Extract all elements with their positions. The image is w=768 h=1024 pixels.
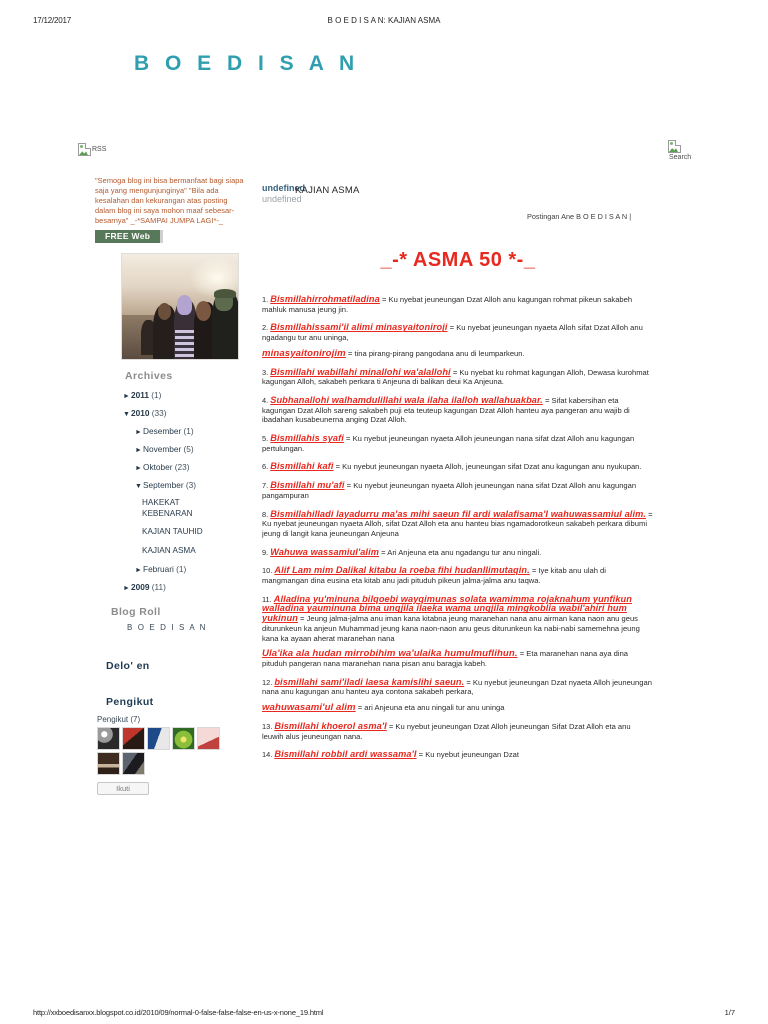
asma-item-arabic: Bismillahi mu'afi	[270, 480, 345, 491]
avatar[interactable]	[147, 727, 170, 750]
print-date: 17/12/2017	[33, 16, 72, 25]
asma-item	[262, 750, 654, 760]
undefined-bold-text: undefined	[262, 183, 305, 193]
asma-item-arabic: Bismillahi kafi	[270, 461, 334, 472]
archive-count: (5)	[183, 444, 194, 455]
archive-label[interactable]: Oktober	[143, 462, 173, 473]
archive-count: (1)	[151, 390, 162, 401]
asma-item-translation: = Ku nyebut jeuneungan Dzat nyaeta Alloh jeuneungan nana anu kagungan anu hanteu aya contona sakabeh perkara,	[262, 677, 652, 697]
asma-item-arabic: Subhanallohi walhamdulillahi wala ilaha ilalloh wallahuakbar.	[270, 394, 543, 405]
asma-item	[262, 566, 654, 585]
asma-item-number: 6.	[262, 462, 271, 472]
asma-item-translation: = Ku nyebut jeuneungan Dzat Alloh jeuneungan Sifat Dzat Alloh eta anu leuwih alus jeuneungan nana.	[262, 721, 631, 741]
archive-count: (11)	[151, 582, 166, 593]
asma-item	[262, 368, 654, 387]
asma-item-translation: = tina pirang-pirang pangodana anu di leumparkeun.	[345, 348, 525, 358]
archive-label[interactable]: November	[143, 444, 182, 455]
archive-label[interactable]: 2010	[131, 408, 150, 419]
archive-month-oktober[interactable]	[95, 462, 255, 472]
print-title: B O E D I S A N: KAJIAN ASMA	[327, 16, 441, 25]
asma-list	[262, 295, 654, 760]
asma-item-translation: = Ku nyebat jeuneungan nyaeta Alloh sifat Dzat Alloh anu ngadangu tur anu uninga,	[262, 323, 643, 343]
asma-item-arabic: minasyaitonirojim	[262, 347, 346, 359]
asma-item-number: 12.	[262, 677, 275, 687]
follow-button[interactable]: Ikuti	[97, 782, 149, 795]
asma-item-arabic: bismillahi sami'iladi laesa kamislihi saeun.	[274, 676, 465, 687]
main-content	[262, 183, 654, 769]
asma-item-translation: = Sifat kabersihan eta kagungan Dzat Alloh sareng sakabeh puji eta teuteup kagungan Dzat Alloh hanteu aya pangeran anu wajib di ibadahan kusabeunerna anging Dzat Alloh.	[262, 395, 630, 425]
asma-item-arabic: Wahuwa wassamiul'alim	[270, 546, 380, 557]
free-web-badge[interactable]: FREE Web	[95, 230, 163, 243]
sidebar	[95, 176, 255, 795]
avatar[interactable]	[197, 727, 220, 750]
archive-count: (33)	[151, 408, 167, 419]
chevron-right-icon[interactable]: ►	[135, 465, 142, 473]
archive-month-desember[interactable]	[95, 426, 255, 436]
asma-item-translation: = Ari Anjeuna eta anu ngadangu tur anu ningali.	[379, 547, 542, 557]
asma-item	[262, 722, 654, 741]
asma-item-translation: = Eta maranehan nana aya dina pituduh pangeran nana maranehan nana pisan anu baragja kabeh.	[262, 649, 629, 668]
asma-item	[262, 396, 654, 425]
asma-item	[262, 481, 654, 500]
archive-post-link[interactable]: KAJIAN ASMA	[142, 545, 196, 555]
asma-item-arabic: Bismillahilladi layadurru ma'as mihi saeun fil ardi walafisama'I wahuwassamiul alim.	[270, 508, 647, 519]
asma-item-number: 7.	[262, 481, 271, 491]
archive-post-link[interactable]: KAJIAN TAUHID	[142, 527, 203, 537]
asma-item	[262, 678, 654, 697]
chevron-right-icon[interactable]: ►	[123, 585, 130, 593]
asma-item-arabic: Alif Lam mim Dalikal kitabu la roeba fihi hudanllimutaqin.	[274, 565, 530, 576]
asma-item-translation: = Iye kitab anu ulah di mangmangan dina eusina eta kitab anu jadi pituduh pikeun jalma-jalma anu taqwa.	[262, 566, 606, 586]
asma-item	[262, 434, 654, 453]
blogroll-link-boedisan[interactable]: B O E D I S A N	[127, 623, 208, 633]
asma-item-arabic: Bismillahi wabillahi minallohi wa'alallohi	[270, 366, 451, 377]
asma-item-translation: = Ku nyebat jeuneungan nyaeta Alloh, sifat Dzat Alloh eta anu hanteu bias ngamadorotkeun sakabeh perkara dibumi jeung di langit kana jeuneungan Anjeuna	[262, 509, 653, 538]
asma-item	[262, 462, 654, 472]
asma-item-translation: = Ku nyebat jeuneungan Dzat Alloh anu kagungan rohmat pikeun sakabeh mahluk manusa jeung jin.	[262, 295, 633, 314]
archive-year-2011[interactable]	[95, 390, 255, 400]
avatar[interactable]	[97, 752, 120, 775]
archive-count: (3)	[185, 480, 196, 491]
asma-item-translation: = Jeung jalma-jalma anu iman kana kitabna jeung maranehan nana anu airman kana naon anu geus diturunkeun ka anjeun Muhammad jeung kana naon-naon anu geus diturunkeun ka nabi-nabi samemehna jeung kana ka ayaan aherat maranehan nana	[262, 614, 640, 643]
broken-image-icon	[668, 140, 681, 153]
undefined-light-text: undefined	[262, 193, 302, 204]
asma-item-number: 10.	[262, 566, 275, 576]
search-link[interactable]	[668, 140, 698, 162]
sidebar-quote: "Semoga blog ini bisa bermanfaat bagi siapa saja yang mengunjunginya" "Bila ada kesalahan dan kekurangan atas posting dalam blog ini saya mohon maaf sebesar-besarnya" _-*SAMPAI JUMPA LAGI*-_	[95, 176, 244, 226]
chevron-right-icon[interactable]: ►	[135, 567, 142, 575]
post-meta-row	[262, 183, 654, 229]
archive-post-link[interactable]: HAKEKAT KEBENARAN	[142, 498, 193, 518]
footer-page-number: 1/7	[724, 1008, 735, 1017]
chevron-right-icon[interactable]: ►	[135, 429, 142, 437]
archive-year-2010[interactable]	[95, 408, 255, 418]
asma-item-arabic: Bismillahi robbil ardi wassama'I	[274, 749, 417, 760]
avatar[interactable]	[97, 727, 120, 750]
archive-month-september[interactable]	[95, 480, 255, 490]
archive-label[interactable]: Desember	[143, 426, 182, 437]
pengikut-heading: Pengikut	[106, 696, 154, 709]
asma-item	[262, 649, 654, 668]
avatar[interactable]	[122, 752, 145, 775]
asma-item-number: 8.	[262, 509, 271, 519]
asma-item	[262, 595, 654, 644]
asma-item-arabic: Alladina yu'minuna bilqoebi wayqimunas solata wamimma rojaknahum yunfikun walladina yauminuna bima unqjila ilaeka wama unqjila mingkoblia wabil'ahiri hum yukinun	[262, 593, 632, 624]
broken-image-icon	[78, 143, 91, 156]
pengikut-count: Pengikut (7)	[97, 715, 141, 725]
chevron-down-icon[interactable]: ▼	[123, 411, 130, 419]
asma-item-number: 13.	[262, 721, 275, 731]
archive-count: (1)	[176, 564, 187, 575]
postingan-byline: Postingan Ane B O E D I S A N |	[527, 212, 632, 221]
asma-item-number: 4.	[262, 395, 271, 405]
archive-month-februari[interactable]	[95, 564, 255, 574]
avatar[interactable]	[122, 727, 145, 750]
avatar[interactable]	[172, 727, 195, 750]
chevron-right-icon[interactable]: ►	[135, 447, 142, 455]
asma-item-translation: = ari Anjeuna eta anu ningali tur anu uninga	[355, 703, 505, 713]
archives-tree	[95, 390, 255, 592]
rss-link[interactable]	[78, 141, 106, 159]
follower-avatars	[95, 727, 225, 777]
asma-item-translation: = Ku nyebut jeuneungan nyaeta Alloh, jeuneungan sifat Dzat anu kagungan anu nyukupan.	[333, 462, 642, 472]
archive-label[interactable]: 2011	[131, 390, 149, 401]
archive-month-november[interactable]	[95, 444, 255, 454]
archive-year-2009[interactable]	[95, 582, 255, 592]
asma-item	[262, 295, 654, 314]
blogroll-heading: Blog Roll	[111, 606, 161, 619]
asma-item-translation: = Ku nyebut jeuneungan nyaeta Alloh jeuneungan nana sifat Dzat Alloh anu kagungan pangampuran	[262, 481, 637, 500]
asma-item-number: 9.	[262, 547, 271, 557]
footer-url: http://xxboedisanxx.blogspot.co.id/2010/09/normal-0-false-false-false-en-us-x-none_19.html	[33, 1008, 324, 1017]
asma-item-arabic: Bismillahis syafi	[270, 433, 344, 444]
asma-item-number: 1.	[262, 295, 271, 304]
chevron-right-icon[interactable]: ►	[123, 393, 130, 401]
asma-item-translation: = Ku nyebut jeuneungan Dzat	[416, 750, 519, 760]
archive-label[interactable]: September	[143, 480, 184, 491]
rss-alt-text: RSS	[92, 146, 107, 154]
archive-count: (23)	[174, 462, 190, 473]
asma-item-arabic: Bismillahi khoerol asma'I	[274, 720, 387, 731]
asma-item-arabic: Bismillahirrohmatiladina	[270, 294, 380, 304]
archives-heading: Archives	[125, 370, 173, 383]
asma-item-translation: = Ku nyebut jeuneungan nyaeta Alloh jeuneungan nana sifat dzat Alloh anu kagungan pertulungan.	[262, 434, 635, 453]
archive-label[interactable]: Februari	[143, 564, 174, 575]
asma-item-number: 3.	[262, 367, 271, 377]
asma-item-translation: = Ku nyebat ku rohmat kagungan Alloh, Dewasa kurohmat kagungan Alloh, sakabeh perkara ti Anjeuna di balikan deui Ka Anjeuna.	[262, 367, 649, 387]
asma-item	[262, 548, 654, 558]
asma-item-number: 14.	[262, 750, 275, 760]
asma-item-number: 5.	[262, 434, 271, 444]
asma-item-arabic: Ula'ika ala hudan mirrobihim wa'ulaika humulmuflihun.	[262, 648, 518, 660]
chevron-down-icon[interactable]: ▼	[135, 483, 142, 491]
archive-label[interactable]: 2009	[131, 582, 150, 593]
archive-count: (1)	[183, 426, 194, 437]
asma-item-number: 11.	[262, 594, 274, 604]
asma-item	[262, 510, 654, 539]
blog-masthead-title: B O E D I S A N	[134, 52, 360, 75]
asma-item-arabic: wahuwasami'ul alim	[262, 702, 356, 714]
asma-item	[262, 349, 654, 359]
deloen-heading: Delo' en	[106, 660, 150, 673]
asma-item	[262, 323, 654, 342]
sidebar-photo	[121, 253, 239, 360]
page-title: _-* ASMA 50 *-_	[380, 249, 536, 271]
asma-item-number: 2.	[262, 323, 271, 333]
asma-item-arabic: Bismillahissami'il alimi minasyaitoniroji	[270, 322, 448, 333]
undefined-widget	[262, 183, 305, 204]
post-title-small: KAJIAN ASMA	[295, 185, 360, 196]
search-alt-text: Search	[669, 154, 692, 162]
asma-item	[262, 703, 654, 713]
